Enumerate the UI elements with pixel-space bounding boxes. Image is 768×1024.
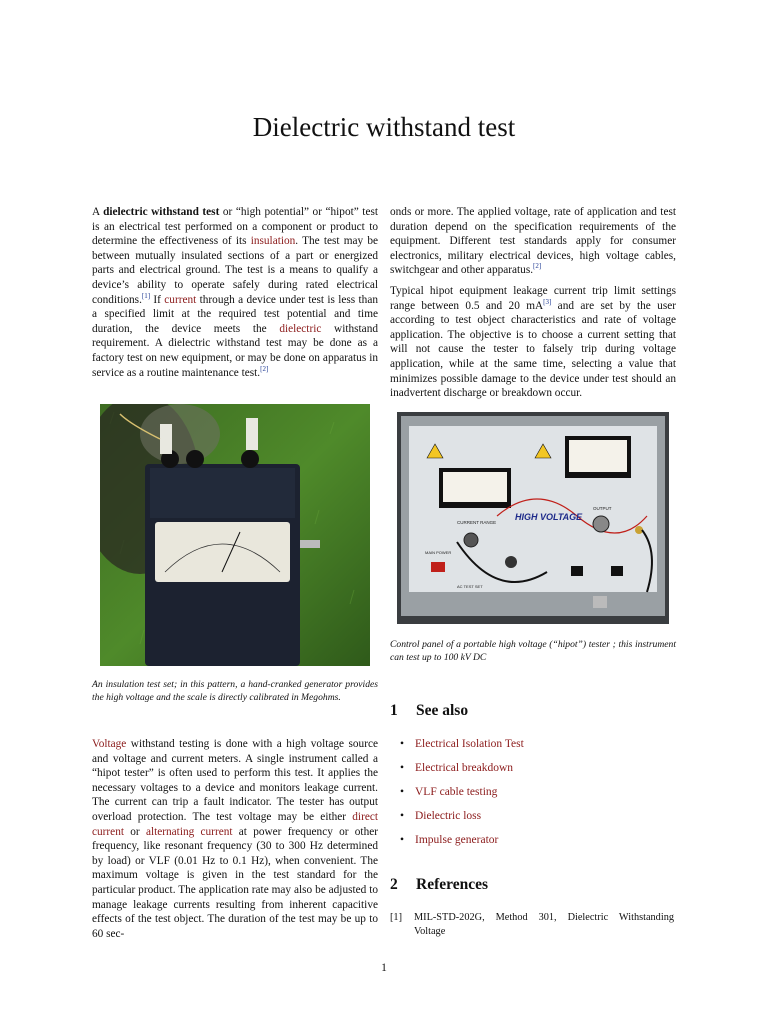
left-figure-caption: An insulation test set; in this pattern, a hand-cranked generator provides the high voltage and the scale is directly calibrated in Megohms.: [92, 679, 378, 703]
see-also-item: • Electrical breakdown: [400, 762, 514, 774]
see-also-link-electrical-isolation-test[interactable]: Electrical Isolation Test: [415, 738, 524, 750]
body-paragraph-2: Voltage withstand testing is done with a high voltage source and voltage and current meters. A single instrument called a “hipot tester” is often used to perform this test. It applies the necessary voltages to a device and monitors leakage current. The current can trip a fault indicator. The tester has output overload protection. The test voltage may be either direct current or alternating current at power frequency or other frequency, like resonant frequency (30 to 300 Hz determined by load) or VLF (0.01 Hz to 0.1 Hz), when convenient. The maximum voltage is given in the test standard for the particular product. The application rate may also be adjusted to manage leakage currents resulting from inherent capacitive effects of the test object. The duration of the test may be up to 60 sec-: [92, 738, 378, 940]
see-also-item: • VLF cable testing: [400, 786, 498, 798]
link-dielectric[interactable]: dielectric: [279, 322, 322, 335]
link-current[interactable]: current: [164, 293, 197, 306]
ref-2b[interactable]: [2]: [533, 262, 542, 271]
see-also-item: • Dielectric loss: [400, 810, 482, 822]
insulation-tester-photo: [100, 404, 370, 666]
svg-text:CURRENT RANGE: CURRENT RANGE: [457, 520, 497, 525]
link-direct-current[interactable]: direct current: [92, 810, 378, 838]
right-paragraphs: [390, 205, 676, 401]
reference-number: [1]: [390, 912, 403, 923]
svg-text:AC TEST SET: AC TEST SET: [457, 584, 483, 589]
panel-high-voltage-label: HIGH VOLTAGE: [515, 512, 583, 522]
page-number: 1: [381, 962, 387, 974]
see-also-link-vlf-cable-testing[interactable]: VLF cable testing: [415, 786, 498, 798]
see-also-link-impulse-generator[interactable]: Impulse generator: [415, 834, 499, 846]
ref-1[interactable]: [1]: [141, 291, 151, 300]
link-voltage[interactable]: Voltage: [92, 738, 127, 750]
right-figure-caption: Control panel of a portable high voltage (“hipot”) tester ; this instrument can test up to 100 kV DC: [390, 639, 676, 663]
references-heading: 2 References: [390, 876, 489, 893]
see-also-link-electrical-breakdown[interactable]: Electrical breakdown: [415, 762, 514, 774]
intro-paragraph: A dielectric withstand test or “high potential” or “hipot” test is an electrical test performed on a component or product to determine the effectiveness of its insulation. The test may be between mutually insulated sections of a part or energized parts and electrical ground. The test is a means to qualify a device’s ability to operate safely during rated electrical conditions.[1] If current through a device under test is less than a specified limit at the required test potential and time duration, the device meets the dielectric withstand requirement. A dielectric withstand test may be done as a factory test on new equipment, or may be done on apparatus in service as a routine maintenance test.[2]: [92, 206, 378, 379]
ref-2[interactable]: [2]: [260, 364, 269, 373]
bold-term: dielectric withstand test: [103, 206, 220, 218]
see-also-heading: 1 See also: [390, 702, 469, 719]
svg-text:OUTPUT: OUTPUT: [593, 506, 612, 511]
link-insulation[interactable]: insulation: [250, 235, 296, 248]
right-paragraph-1: onds or more. The applied voltage, rate of application and test duration depend on the specification requirements of the equipment. Different test standards apply for consumer electronics, military electrical devices, high voltage cables, switchgear and other apparatus.[2]: [390, 206, 676, 277]
page-title: Dielectric withstand test: [252, 112, 516, 142]
reference-item: [390, 911, 676, 938]
ref-3[interactable]: [3]: [543, 297, 552, 306]
link-alternating-current[interactable]: alternating current: [145, 825, 233, 838]
svg-text:MAIN POWER: MAIN POWER: [425, 550, 452, 555]
reference-text: MIL-STD-202G, Method 301, Dielectric Withstanding Voltage: [414, 912, 674, 937]
see-also-item: • Impulse generator: [400, 834, 499, 846]
right-paragraph-2: Typical hipot equipment leakage current trip limit settings range between 0.5 and 20 mA[3] and are set by the user according to test object characteristics and rate of voltage application. The objective is to choose a current setting that will not cause the tester to falsely trip during voltage application, while at the same time, selecting a value that minimizes possible damage to the device under test should an inadvertent discharge or breakdown occur.: [390, 284, 676, 400]
hipot-panel-photo: [397, 412, 669, 624]
see-also-link-dielectric-loss[interactable]: Dielectric loss: [415, 810, 482, 822]
see-also-item: • Electrical Isolation Test: [400, 738, 524, 750]
